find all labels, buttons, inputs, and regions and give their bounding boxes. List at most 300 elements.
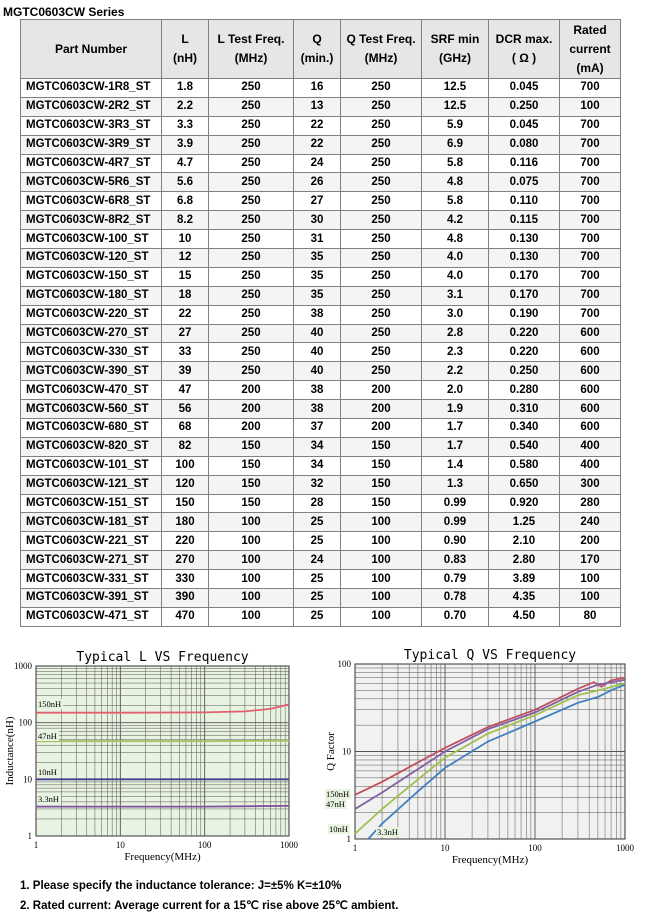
part-number-cell: MGTC0603CW-271_ST: [21, 551, 162, 570]
table-cell: 3.0: [422, 305, 489, 324]
table-cell: 400: [560, 437, 621, 456]
table-row: [21, 437, 621, 456]
table-cell: 24: [294, 154, 341, 173]
table-cell: 600: [560, 400, 621, 419]
series-label-3: 3.3nH: [38, 794, 60, 804]
table-cell: 0.78: [422, 589, 489, 608]
table-cell: 400: [560, 456, 621, 475]
y-axis-label: Q Factor: [325, 732, 337, 771]
table-cell: 0.116: [489, 154, 560, 173]
table-row: [21, 551, 621, 570]
spec-table: [20, 19, 621, 627]
table-row: [21, 192, 621, 211]
column-header-text: L: [181, 32, 189, 46]
table-cell: 250: [341, 267, 422, 286]
table-cell: 0.130: [489, 230, 560, 249]
part-number-cell: MGTC0603CW-181_ST: [21, 513, 162, 532]
table-cell: 250: [341, 154, 422, 173]
table-cell: 6.9: [422, 135, 489, 154]
table-cell: 100: [341, 551, 422, 570]
table-cell: 250: [341, 230, 422, 249]
table-cell: 4.8: [422, 173, 489, 192]
table-cell: 15: [162, 267, 209, 286]
table-cell: 150: [341, 456, 422, 475]
table-cell: 2.3: [422, 343, 489, 362]
column-header-text: (MHz): [234, 51, 268, 65]
table-cell: 0.045: [489, 79, 560, 98]
part-number-cell: MGTC0603CW-8R2_ST: [21, 211, 162, 230]
table-cell: 25: [294, 607, 341, 626]
table-cell: 47: [162, 381, 209, 400]
table-cell: 1.7: [422, 437, 489, 456]
table-cell: 200: [209, 381, 294, 400]
table-row: [21, 211, 621, 230]
table-cell: 120: [162, 475, 209, 494]
table-cell: 250: [341, 192, 422, 211]
series-line-1: [36, 741, 289, 742]
table-cell: 27: [162, 324, 209, 343]
table-cell: 250: [209, 192, 294, 211]
table-cell: 8.2: [162, 211, 209, 230]
table-cell: 250: [209, 173, 294, 192]
table-cell: 4.0: [422, 267, 489, 286]
table-cell: 0.075: [489, 173, 560, 192]
table-cell: 0.280: [489, 381, 560, 400]
table-cell: 700: [560, 305, 621, 324]
table-cell: 34: [294, 437, 341, 456]
table-cell: 0.170: [489, 267, 560, 286]
part-number-cell: MGTC0603CW-6R8_ST: [21, 192, 162, 211]
table-row: [21, 79, 621, 98]
table-cell: 0.190: [489, 305, 560, 324]
column-header-text: (min.): [300, 51, 334, 65]
table-cell: 100: [209, 607, 294, 626]
table-row: [21, 249, 621, 268]
table-cell: 0.045: [489, 116, 560, 135]
table-cell: 180: [162, 513, 209, 532]
table-cell: 0.220: [489, 324, 560, 343]
table-cell: 700: [560, 230, 621, 249]
table-cell: 270: [162, 551, 209, 570]
table-cell: 0.115: [489, 211, 560, 230]
y-tick-label: 1000: [14, 661, 32, 671]
table-cell: 700: [560, 116, 621, 135]
table-cell: 35: [294, 249, 341, 268]
table-cell: 26: [294, 173, 341, 192]
table-cell: 4.35: [489, 589, 560, 608]
column-header-text: Q: [312, 32, 322, 46]
table-cell: 250: [341, 211, 422, 230]
table-cell: 22: [162, 305, 209, 324]
table-cell: 250: [209, 79, 294, 98]
table-cell: 38: [294, 305, 341, 324]
table-cell: 4.7: [162, 154, 209, 173]
table-cell: 100: [209, 551, 294, 570]
part-number-cell: MGTC0603CW-180_ST: [21, 286, 162, 305]
table-cell: 30: [294, 211, 341, 230]
y-tick-label: 10: [342, 746, 351, 757]
table-cell: 220: [162, 532, 209, 551]
table-cell: 2.0: [422, 381, 489, 400]
table-cell: 33: [162, 343, 209, 362]
x-tick-label: 1: [352, 843, 358, 853]
x-axis-label: Frequency(MHz): [451, 854, 529, 866]
table-cell: 100: [341, 607, 422, 626]
column-header-2: [209, 20, 294, 79]
table-row: [21, 607, 621, 626]
table-cell: 4.8: [422, 230, 489, 249]
table-cell: 0.220: [489, 343, 560, 362]
table-cell: 250: [341, 362, 422, 381]
y-tick-label: 100: [337, 659, 351, 669]
table-cell: 250: [209, 343, 294, 362]
table-cell: 200: [560, 532, 621, 551]
column-header-text: DCR max.: [495, 32, 553, 46]
table-cell: 37: [294, 419, 341, 438]
part-number-cell: MGTC0603CW-2R2_ST: [21, 97, 162, 116]
x-tick-label: 1000: [616, 843, 634, 853]
table-cell: 12: [162, 249, 209, 268]
table-cell: 250: [209, 305, 294, 324]
part-number-cell: MGTC0603CW-470_ST: [21, 381, 162, 400]
table-cell: 100: [209, 570, 294, 589]
table-cell: 2.2: [422, 362, 489, 381]
series-title: MGTC0603CW Series: [3, 5, 125, 19]
table-cell: 250: [209, 230, 294, 249]
table-cell: 35: [294, 267, 341, 286]
table-row: [21, 343, 621, 362]
x-axis-label: Frequency(MHz): [124, 851, 201, 863]
table-cell: 700: [560, 135, 621, 154]
table-cell: 200: [209, 400, 294, 419]
table-cell: 150: [209, 475, 294, 494]
table-cell: 250: [341, 286, 422, 305]
table-cell: 200: [341, 381, 422, 400]
column-header-5: [422, 20, 489, 79]
table-cell: 12.5: [422, 97, 489, 116]
table-cell: 82: [162, 437, 209, 456]
table-header-row: [21, 20, 621, 79]
table-cell: 700: [560, 211, 621, 230]
table-cell: 4.2: [422, 211, 489, 230]
column-header-text: current: [569, 41, 611, 56]
table-cell: 0.080: [489, 135, 560, 154]
table-cell: 2.8: [422, 324, 489, 343]
table-cell: 250: [341, 343, 422, 362]
table-cell: 0.83: [422, 551, 489, 570]
table-cell: 100: [560, 97, 621, 116]
table-cell: 12.5: [422, 79, 489, 98]
table-cell: 24: [294, 551, 341, 570]
table-cell: 28: [294, 494, 341, 513]
table-row: [21, 135, 621, 154]
table-cell: 10: [162, 230, 209, 249]
table-cell: 250: [341, 97, 422, 116]
table-cell: 250: [209, 362, 294, 381]
part-number-cell: MGTC0603CW-680_ST: [21, 419, 162, 438]
note-tolerance: 1. Please specify the inductance tolerance: J=±5% K=±10%: [20, 880, 342, 892]
column-header-text: ( Ω ): [511, 51, 537, 65]
table-cell: 150: [162, 494, 209, 513]
part-number-cell: MGTC0603CW-330_ST: [21, 343, 162, 362]
table-row: [21, 400, 621, 419]
table-cell: 600: [560, 343, 621, 362]
part-number-cell: MGTC0603CW-220_ST: [21, 305, 162, 324]
table-cell: 250: [209, 97, 294, 116]
table-cell: 250: [341, 173, 422, 192]
part-number-cell: MGTC0603CW-101_ST: [21, 456, 162, 475]
table-cell: 700: [560, 286, 621, 305]
y-tick-label: 10: [23, 774, 32, 785]
table-cell: 27: [294, 192, 341, 211]
table-cell: 0.540: [489, 437, 560, 456]
table-cell: 0.310: [489, 400, 560, 419]
table-cell: 0.70: [422, 607, 489, 626]
table-row: [21, 456, 621, 475]
table-cell: 0.99: [422, 494, 489, 513]
table-cell: 700: [560, 154, 621, 173]
table-cell: 38: [294, 381, 341, 400]
note-rated-current: 2. Rated current: Average current for a 15℃ rise above 25℃ ambient.: [20, 900, 399, 912]
plot-area: [36, 666, 289, 836]
table-cell: 0.90: [422, 532, 489, 551]
table-cell: 170: [560, 551, 621, 570]
table-cell: 2.10: [489, 532, 560, 551]
table-cell: 40: [294, 324, 341, 343]
part-number-cell: MGTC0603CW-221_ST: [21, 532, 162, 551]
table-cell: 250: [209, 116, 294, 135]
column-header-3: [294, 20, 341, 79]
part-number-cell: MGTC0603CW-150_ST: [21, 267, 162, 286]
part-number-cell: MGTC0603CW-151_ST: [21, 494, 162, 513]
table-row: [21, 267, 621, 286]
column-header-text: (GHz): [439, 51, 471, 65]
series-label-3: 3.3nH: [377, 827, 399, 837]
table-cell: 200: [341, 419, 422, 438]
column-header-text: (mA): [576, 60, 604, 75]
table-cell: 2.80: [489, 551, 560, 570]
part-number-cell: MGTC0603CW-100_ST: [21, 230, 162, 249]
table-cell: 0.250: [489, 97, 560, 116]
table-cell: 150: [341, 475, 422, 494]
table-cell: 31: [294, 230, 341, 249]
table-cell: 5.6: [162, 173, 209, 192]
table-cell: 390: [162, 589, 209, 608]
table-cell: 13: [294, 97, 341, 116]
table-row: [21, 419, 621, 438]
part-number-cell: MGTC0603CW-4R7_ST: [21, 154, 162, 173]
series-line-3: [36, 806, 289, 807]
column-header-7: [560, 20, 621, 79]
table-cell: 1.7: [422, 419, 489, 438]
table-cell: 250: [209, 286, 294, 305]
table-cell: 25: [294, 513, 341, 532]
column-header-4: [341, 20, 422, 79]
table-cell: 250: [209, 135, 294, 154]
table-cell: 330: [162, 570, 209, 589]
chart-title: Typical L VS Frequency: [76, 650, 249, 665]
series-label-2: 10nH: [38, 767, 57, 777]
table-cell: 1.8: [162, 79, 209, 98]
table-row: [21, 97, 621, 116]
q-factor-chart-svg: [323, 644, 643, 870]
chart-title: Typical Q VS Frequency: [403, 648, 577, 663]
part-number-cell: MGTC0603CW-471_ST: [21, 607, 162, 626]
part-number-cell: MGTC0603CW-3R9_ST: [21, 135, 162, 154]
x-tick-label: 10: [115, 840, 125, 850]
table-cell: 0.130: [489, 249, 560, 268]
column-header-6: [489, 20, 560, 79]
table-cell: 5.9: [422, 116, 489, 135]
notes: [20, 876, 398, 916]
table-row: [21, 173, 621, 192]
column-header-text: (MHz): [364, 51, 398, 65]
table-cell: 2.2: [162, 97, 209, 116]
table-cell: 5.8: [422, 192, 489, 211]
table-cell: 700: [560, 79, 621, 98]
table-cell: 250: [209, 249, 294, 268]
table-cell: 35: [294, 286, 341, 305]
table-cell: 700: [560, 192, 621, 211]
table-cell: 600: [560, 381, 621, 400]
table-cell: 600: [560, 324, 621, 343]
table-cell: 250: [341, 79, 422, 98]
table-row: [21, 494, 621, 513]
column-header-1: [162, 20, 209, 79]
table-cell: 600: [560, 419, 621, 438]
y-axis-label: Inductance(nH): [4, 716, 16, 786]
table-cell: 1.25: [489, 513, 560, 532]
table-cell: 250: [341, 324, 422, 343]
part-number-cell: MGTC0603CW-390_ST: [21, 362, 162, 381]
table-cell: 56: [162, 400, 209, 419]
table-cell: 0.170: [489, 286, 560, 305]
part-number-cell: MGTC0603CW-270_ST: [21, 324, 162, 343]
table-cell: 280: [560, 494, 621, 513]
table-cell: 22: [294, 135, 341, 154]
table-cell: 100: [341, 589, 422, 608]
table-cell: 250: [341, 135, 422, 154]
table-cell: 0.79: [422, 570, 489, 589]
table-cell: 40: [294, 343, 341, 362]
table-row: [21, 513, 621, 532]
x-tick-label: 10: [440, 843, 450, 853]
table-cell: 200: [341, 400, 422, 419]
table-row: [21, 532, 621, 551]
table-cell: 3.89: [489, 570, 560, 589]
table-cell: 240: [560, 513, 621, 532]
table-cell: 80: [560, 607, 621, 626]
table-cell: 0.340: [489, 419, 560, 438]
table-body: [21, 79, 621, 627]
table-cell: 0.920: [489, 494, 560, 513]
column-header-text: (nH): [173, 51, 197, 65]
table-cell: 250: [209, 154, 294, 173]
table-row: [21, 381, 621, 400]
table-cell: 150: [341, 437, 422, 456]
table-row: [21, 362, 621, 381]
inductance-chart-svg: [0, 644, 300, 870]
column-header-text: Rated: [573, 22, 607, 37]
table-row: [21, 475, 621, 494]
table-cell: 250: [209, 324, 294, 343]
table-row: [21, 230, 621, 249]
table-row: [21, 589, 621, 608]
table-cell: 0.580: [489, 456, 560, 475]
series-label-0: 150nH: [38, 699, 62, 709]
table-cell: 200: [209, 419, 294, 438]
table-cell: 100: [209, 589, 294, 608]
table-row: [21, 305, 621, 324]
x-tick-label: 100: [197, 840, 212, 850]
table-row: [21, 286, 621, 305]
part-number-cell: MGTC0603CW-5R6_ST: [21, 173, 162, 192]
table-row: [21, 154, 621, 173]
table-cell: 100: [341, 532, 422, 551]
table-cell: 4.0: [422, 249, 489, 268]
table-cell: 470: [162, 607, 209, 626]
y-tick-label: 100: [18, 717, 32, 728]
x-tick-label: 1: [33, 840, 39, 850]
part-number-cell: MGTC0603CW-1R8_ST: [21, 79, 162, 98]
series-label-1: 47nH: [326, 799, 345, 809]
table-cell: 250: [341, 305, 422, 324]
table-cell: 22: [294, 116, 341, 135]
table-cell: 100: [209, 513, 294, 532]
series-label-2: 10nH: [329, 824, 348, 834]
table-cell: 250: [341, 116, 422, 135]
table-cell: 100: [560, 589, 621, 608]
table-cell: 700: [560, 267, 621, 286]
table-cell: 0.99: [422, 513, 489, 532]
table-cell: 40: [294, 362, 341, 381]
part-number-cell: MGTC0603CW-331_ST: [21, 570, 162, 589]
inductance-vs-frequency-chart: [0, 644, 300, 870]
table-cell: 6.8: [162, 192, 209, 211]
column-header-text: Part Number: [54, 41, 128, 56]
part-number-cell: MGTC0603CW-121_ST: [21, 475, 162, 494]
table-cell: 700: [560, 249, 621, 268]
table-cell: 25: [294, 532, 341, 551]
table-cell: 100: [560, 570, 621, 589]
table-row: [21, 324, 621, 343]
series-label-0: 150nH: [326, 789, 350, 799]
part-number-cell: MGTC0603CW-3R3_ST: [21, 116, 162, 135]
table-row: [21, 570, 621, 589]
column-header-text: SRF min: [430, 32, 480, 46]
table-cell: 100: [341, 513, 422, 532]
y-tick-label: 1: [27, 831, 32, 841]
table-cell: 100: [209, 532, 294, 551]
table-cell: 39: [162, 362, 209, 381]
table-cell: 250: [341, 249, 422, 268]
table-cell: 38: [294, 400, 341, 419]
table-row: [21, 116, 621, 135]
table-cell: 0.250: [489, 362, 560, 381]
table-cell: 16: [294, 79, 341, 98]
table-cell: 4.50: [489, 607, 560, 626]
column-header-text: Q Test Freq.: [346, 32, 416, 46]
column-header-text: L Test Freq.: [217, 32, 285, 46]
table-cell: 300: [560, 475, 621, 494]
table-cell: 150: [341, 494, 422, 513]
table-cell: 34: [294, 456, 341, 475]
table-cell: 250: [209, 267, 294, 286]
y-tick-label: 1: [346, 834, 351, 844]
table-cell: 1.4: [422, 456, 489, 475]
series-label-1: 47nH: [38, 731, 57, 741]
table-cell: 3.3: [162, 116, 209, 135]
